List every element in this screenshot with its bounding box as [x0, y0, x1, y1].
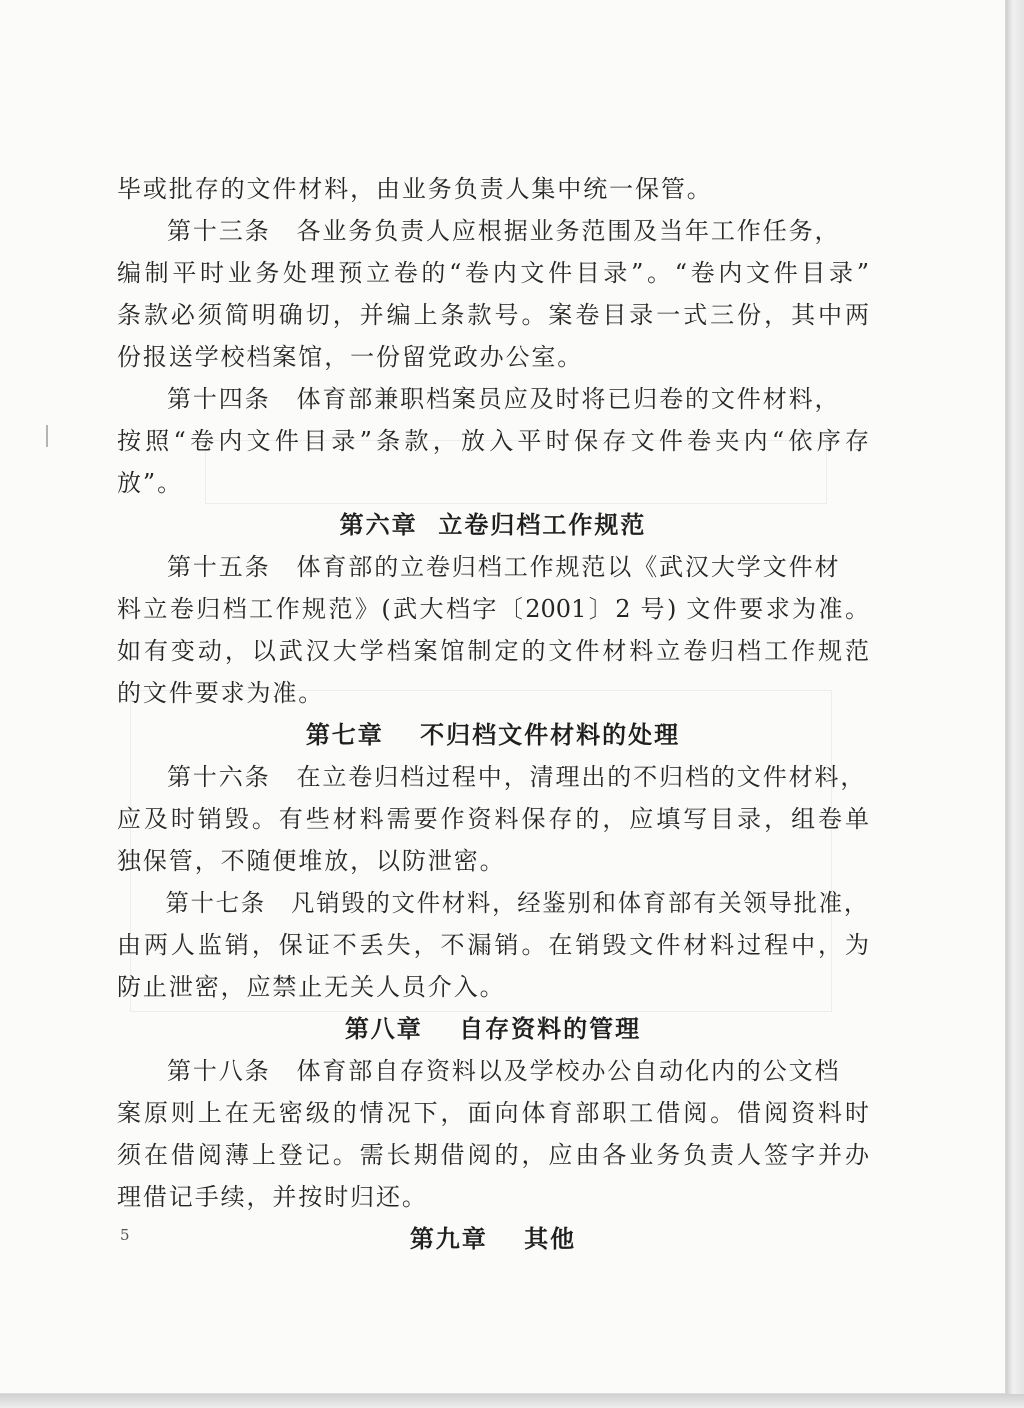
article-first-line: 第十四条 体育部兼职档案员应及时将已归卷的文件材料， — [167, 385, 841, 413]
text-line: 案原则上在无密级的情况下，面向体育部职工借阅。借阅资料时 — [117, 1099, 869, 1127]
text-line: 独保管，不随便堆放，以防泄密。 — [117, 847, 506, 875]
chapter-heading: 第八章 自存资料的管理 — [344, 1014, 642, 1043]
text-line: 由两人监销，保证不丢失，不漏销。在销毁文件材料过程中，为 — [117, 931, 869, 959]
text-line: 防止泄密，应禁止无关人员介入。 — [117, 973, 506, 1001]
page-number: 5 — [120, 1226, 130, 1244]
article-first-line: 第十三条 各业务负责人应根据业务范围及当年工作任务， — [167, 217, 841, 245]
text-line: 应及时销毁。有些材料需要作资料保存的，应填写目录，组卷单 — [117, 805, 869, 833]
article-first-line: 第十六条 在立卷归档过程中，清理出的不归档的文件材料， — [167, 763, 867, 791]
article-first-line: 第十八条 体育部自存资料以及学校办公自动化内的公文档 — [167, 1057, 841, 1085]
text-line: 须在借阅薄上登记。需长期借阅的，应由各业务负责人签字并办 — [117, 1141, 869, 1169]
chapter-heading: 第九章 其他 — [409, 1224, 577, 1253]
text-line: 份报送学校档案馆，一份留党政办公室。 — [117, 343, 584, 371]
text-line: 按照“卷内文件目录”条款，放入平时保存文件卷夹内“依序存 — [117, 427, 869, 455]
chapter-heading: 第六章 立卷归档工作规范 — [339, 510, 647, 539]
text-line: 如有变动，以武汉大学档案馆制定的文件材料立卷归档工作规范 — [117, 637, 869, 665]
document-body — [117, 168, 869, 1260]
margin-mark — [46, 425, 48, 447]
text-line: 条款必须简明确切，并编上条款号。案卷目录一式三份，其中两 — [117, 301, 869, 329]
scan-right-edge — [1006, 0, 1024, 1408]
text-line: 放”。 — [117, 469, 183, 497]
text-line: 理借记手续，并按时归还。 — [117, 1183, 428, 1211]
article-first-line: 第十七条 凡销毁的文件材料，经鉴别和体育部有关领导批准， — [165, 889, 869, 917]
article-first-line: 第十五条 体育部的立卷归档工作规范以《武汉大学文件材 — [167, 553, 841, 581]
chapter-heading: 第七章 不归档文件材料的处理 — [305, 720, 681, 749]
scan-bottom-edge — [0, 1394, 1024, 1408]
text-line: 毕或批存的文件材料，由业务负责人集中统一保管。 — [117, 175, 713, 203]
text-line: 料立卷归档工作规范》(武大档字〔2001〕2 号) 文件要求为准。 — [117, 595, 869, 623]
text-line: 编制平时业务处理预立卷的“卷内文件目录”。“卷内文件目录” — [117, 259, 869, 287]
text-line: 的文件要求为准。 — [117, 679, 325, 707]
